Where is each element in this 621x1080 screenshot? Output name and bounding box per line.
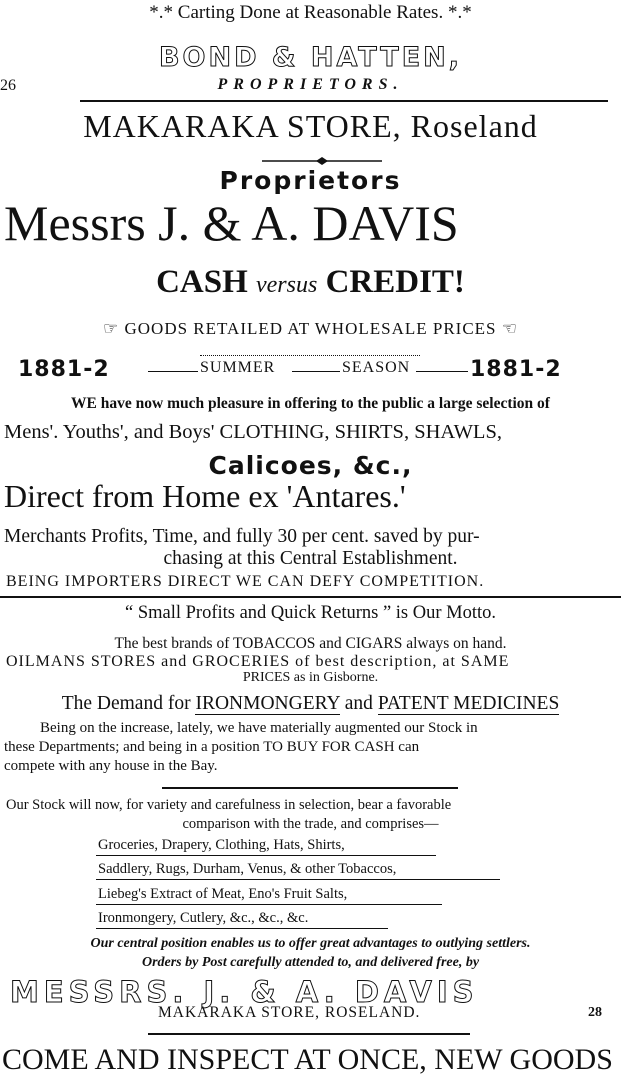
proprietors-heading: Proprietors	[219, 166, 402, 195]
list-item: Saddlery, Rugs, Durham, Venus, & other Tobaccos,	[98, 861, 397, 877]
footer-number: 28	[588, 1005, 602, 1020]
versus-word: versus	[256, 272, 318, 298]
increase-line-2: these Departments; and being in a position TO BUY FOR CASH can	[4, 739, 420, 755]
oilmans-line-2: PRICES as in Gisborne.	[242, 670, 379, 685]
cash-word: CASH	[156, 264, 248, 300]
pointing-hand-right-icon: ☞	[102, 319, 120, 338]
increase-line-1: Being on the increase, lately, we have materially augmented our Stock in	[40, 720, 478, 736]
list-underline	[96, 904, 442, 905]
stock-line-2: comparison with the trade, and comprises—	[182, 816, 439, 832]
footer-owners: MESSRS. J. & A. DAVIS	[10, 975, 479, 1009]
season-dash	[416, 371, 468, 372]
central-line-2: Orders by Post carefully attended to, and delivered free, by	[141, 955, 480, 970]
list-underline	[96, 855, 436, 856]
ornament-divider	[262, 157, 382, 165]
credit-word: CREDIT!	[325, 264, 465, 300]
patent-medicines-text: PATENT MEDICINES	[377, 693, 560, 714]
store-name: MAKARAKA STORE, Roseland	[83, 108, 538, 144]
intro-line-2: Mens'. Youths', and Boys' CLOTHING, SHIRTS, SHAWLS,	[4, 421, 502, 443]
motto-line: “ Small Profits and Quick Returns ” is Our Motto.	[125, 603, 496, 623]
proprietors-label: PROPRIETORS.	[217, 76, 404, 93]
list-item: Groceries, Drapery, Clothing, Hats, Shirts,	[98, 837, 345, 853]
list-underline	[96, 928, 388, 929]
central-line-1: Our central position enables us to offer great advantages to outlying settlers.	[90, 936, 531, 951]
list-item: Ironmongery, Cutlery, &c., &c., &c.	[98, 910, 309, 926]
carting-line: *.* Carting Done at Reasonable Rates. *.*	[149, 2, 472, 23]
increase-line-3: compete with any house in the Bay.	[4, 758, 218, 774]
season-dash	[292, 371, 340, 372]
divider	[148, 1033, 470, 1035]
oilmans-line-1: OILMANS STORES and GROCERIES of best description, at SAME	[6, 653, 510, 670]
stock-line-1: Our Stock will now, for variety and carefulness in selection, bear a favorable	[6, 797, 452, 813]
merchants-line-1: Merchants Profits, Time, and fully 30 per cent. saved by pur-	[4, 526, 480, 547]
firm-name: BOND & HATTEN,	[158, 42, 463, 73]
divider	[0, 596, 621, 598]
pointing-hand-left-icon: ☜	[501, 319, 519, 338]
demand-prefix: The Demand for	[61, 693, 191, 714]
divider	[162, 787, 458, 789]
tobacco-line: The best brands of TOBACCOS and CIGARS always on hand.	[114, 635, 507, 652]
season-season: SEASON	[342, 359, 411, 376]
goods-line	[0, 319, 621, 339]
intro-line-1: WE have now much pleasure in offering to the public a large selection of	[71, 395, 550, 412]
owners-name: Messrs J. & A. DAVIS	[4, 195, 459, 251]
ironmongery-text: IRONMONGERY	[195, 693, 340, 714]
dotted-divider	[200, 355, 420, 356]
list-underline	[96, 879, 500, 880]
season-summer: SUMMER	[200, 359, 276, 376]
demand-line	[0, 693, 621, 715]
footer-store: MAKARAKA STORE, ROSELAND.	[158, 1004, 421, 1021]
importers-line: BEING IMPORTERS DIRECT WE CAN DEFY COMPETITION.	[6, 573, 485, 590]
merchants-line-2: chasing at this Central Establishment.	[163, 548, 458, 569]
list-item: Liebeg's Extract of Meat, Eno's Fruit Salts,	[98, 886, 348, 902]
calicoes-heading: Calicoes, &c.,	[208, 451, 413, 480]
come-and-inspect: COME AND INSPECT AT ONCE, NEW GOODS	[2, 1043, 613, 1076]
issue-number: 26	[0, 77, 16, 94]
goods-text: GOODS RETAILED AT WHOLESALE PRICES	[124, 319, 497, 338]
season-year-right: 1881-2	[470, 357, 562, 382]
season-year-left: 1881-2	[18, 357, 110, 382]
cash-versus-credit	[0, 264, 621, 301]
direct-from-home: Direct from Home ex 'Antares.'	[4, 478, 406, 514]
divider	[80, 100, 608, 102]
season-dash	[148, 371, 198, 372]
demand-and: and	[344, 693, 373, 714]
